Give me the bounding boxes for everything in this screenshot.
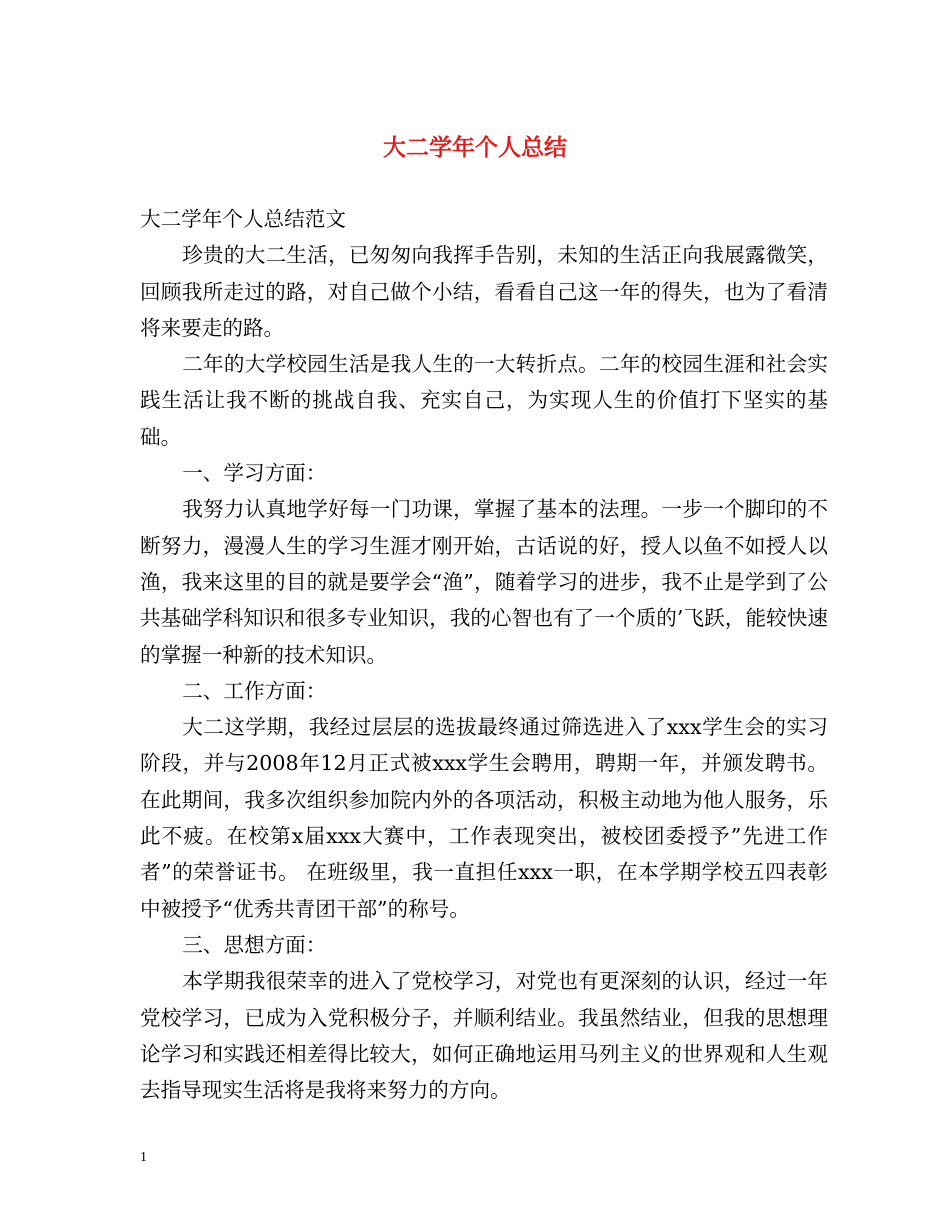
paragraph-thought: 本学期我很荣幸的进入了党校学习，对党也有更深刻的认识，经过一年党校学习，已成为入党积极分子，并顺利结业。我虽然结业，但我的思想理论学习和实践还相差得比较大，如何正确地运用马列主义的世界观和人生观去指导现实生活将是我将来努力的方向。 [140,969,828,1103]
heading-work: 二、工作方面： [182,678,327,703]
heading-study: 一、学习方面： [182,461,327,486]
paragraph-turning-point: 二年的大学校园生活是我人生的一大转折点。二年的校园生涯和社会实践生活让我不断的挑战自我、充实自己，为实现人生的价值打下坚实的基础。 [140,352,828,449]
document-body [140,201,828,1108]
heading-thought: 三、思想方面： [182,932,327,957]
paragraph-study: 我努力认真地学好每一门功课，掌握了基本的法理。一步一个脚印的不断努力，漫漫人生的学习生涯才刚开始，古话说的好，授人以鱼不如授人以渔，我来这里的目的就是要学会“渔”，随着学习的进步，我不止是学到了公共基础学科知识和很多专业知识，我的心智也有了一个质的’飞跃，能较快速的掌握一种新的技术知识。 [140,497,828,667]
page-number: 1 [140,1150,147,1165]
document-title: 大二学年个人总结 [383,134,567,161]
paragraph-intro: 珍贵的大二生活，已匆匆向我挥手告别，未知的生活正向我展露微笑，回顾我所走过的路，对自己做个小结，看看自己这一年的得失，也为了看清将来要走的路。 [140,243,828,340]
document-subtitle: 大二学年个人总结范文 [140,207,346,231]
paragraph-work: 大二这学期，我经过层层的选拔最终通过筛选进入了xxx学生会的实习阶段，并与2008年12月正式被xxx学生会聘用，聘期一年，并颁发聘书。在此期间，我多次组织参加院内外的各项活动，积极主动地为他人服务，乐此不疲。在校第x届xxx大赛中，工作表现突出，被校团委授予”先进工作者”的荣誉证书。 在班级里，我一直担任xxx一职，在本学期学校五四表彰中被授予“优秀共青团干部”的称号。 [140,715,828,921]
